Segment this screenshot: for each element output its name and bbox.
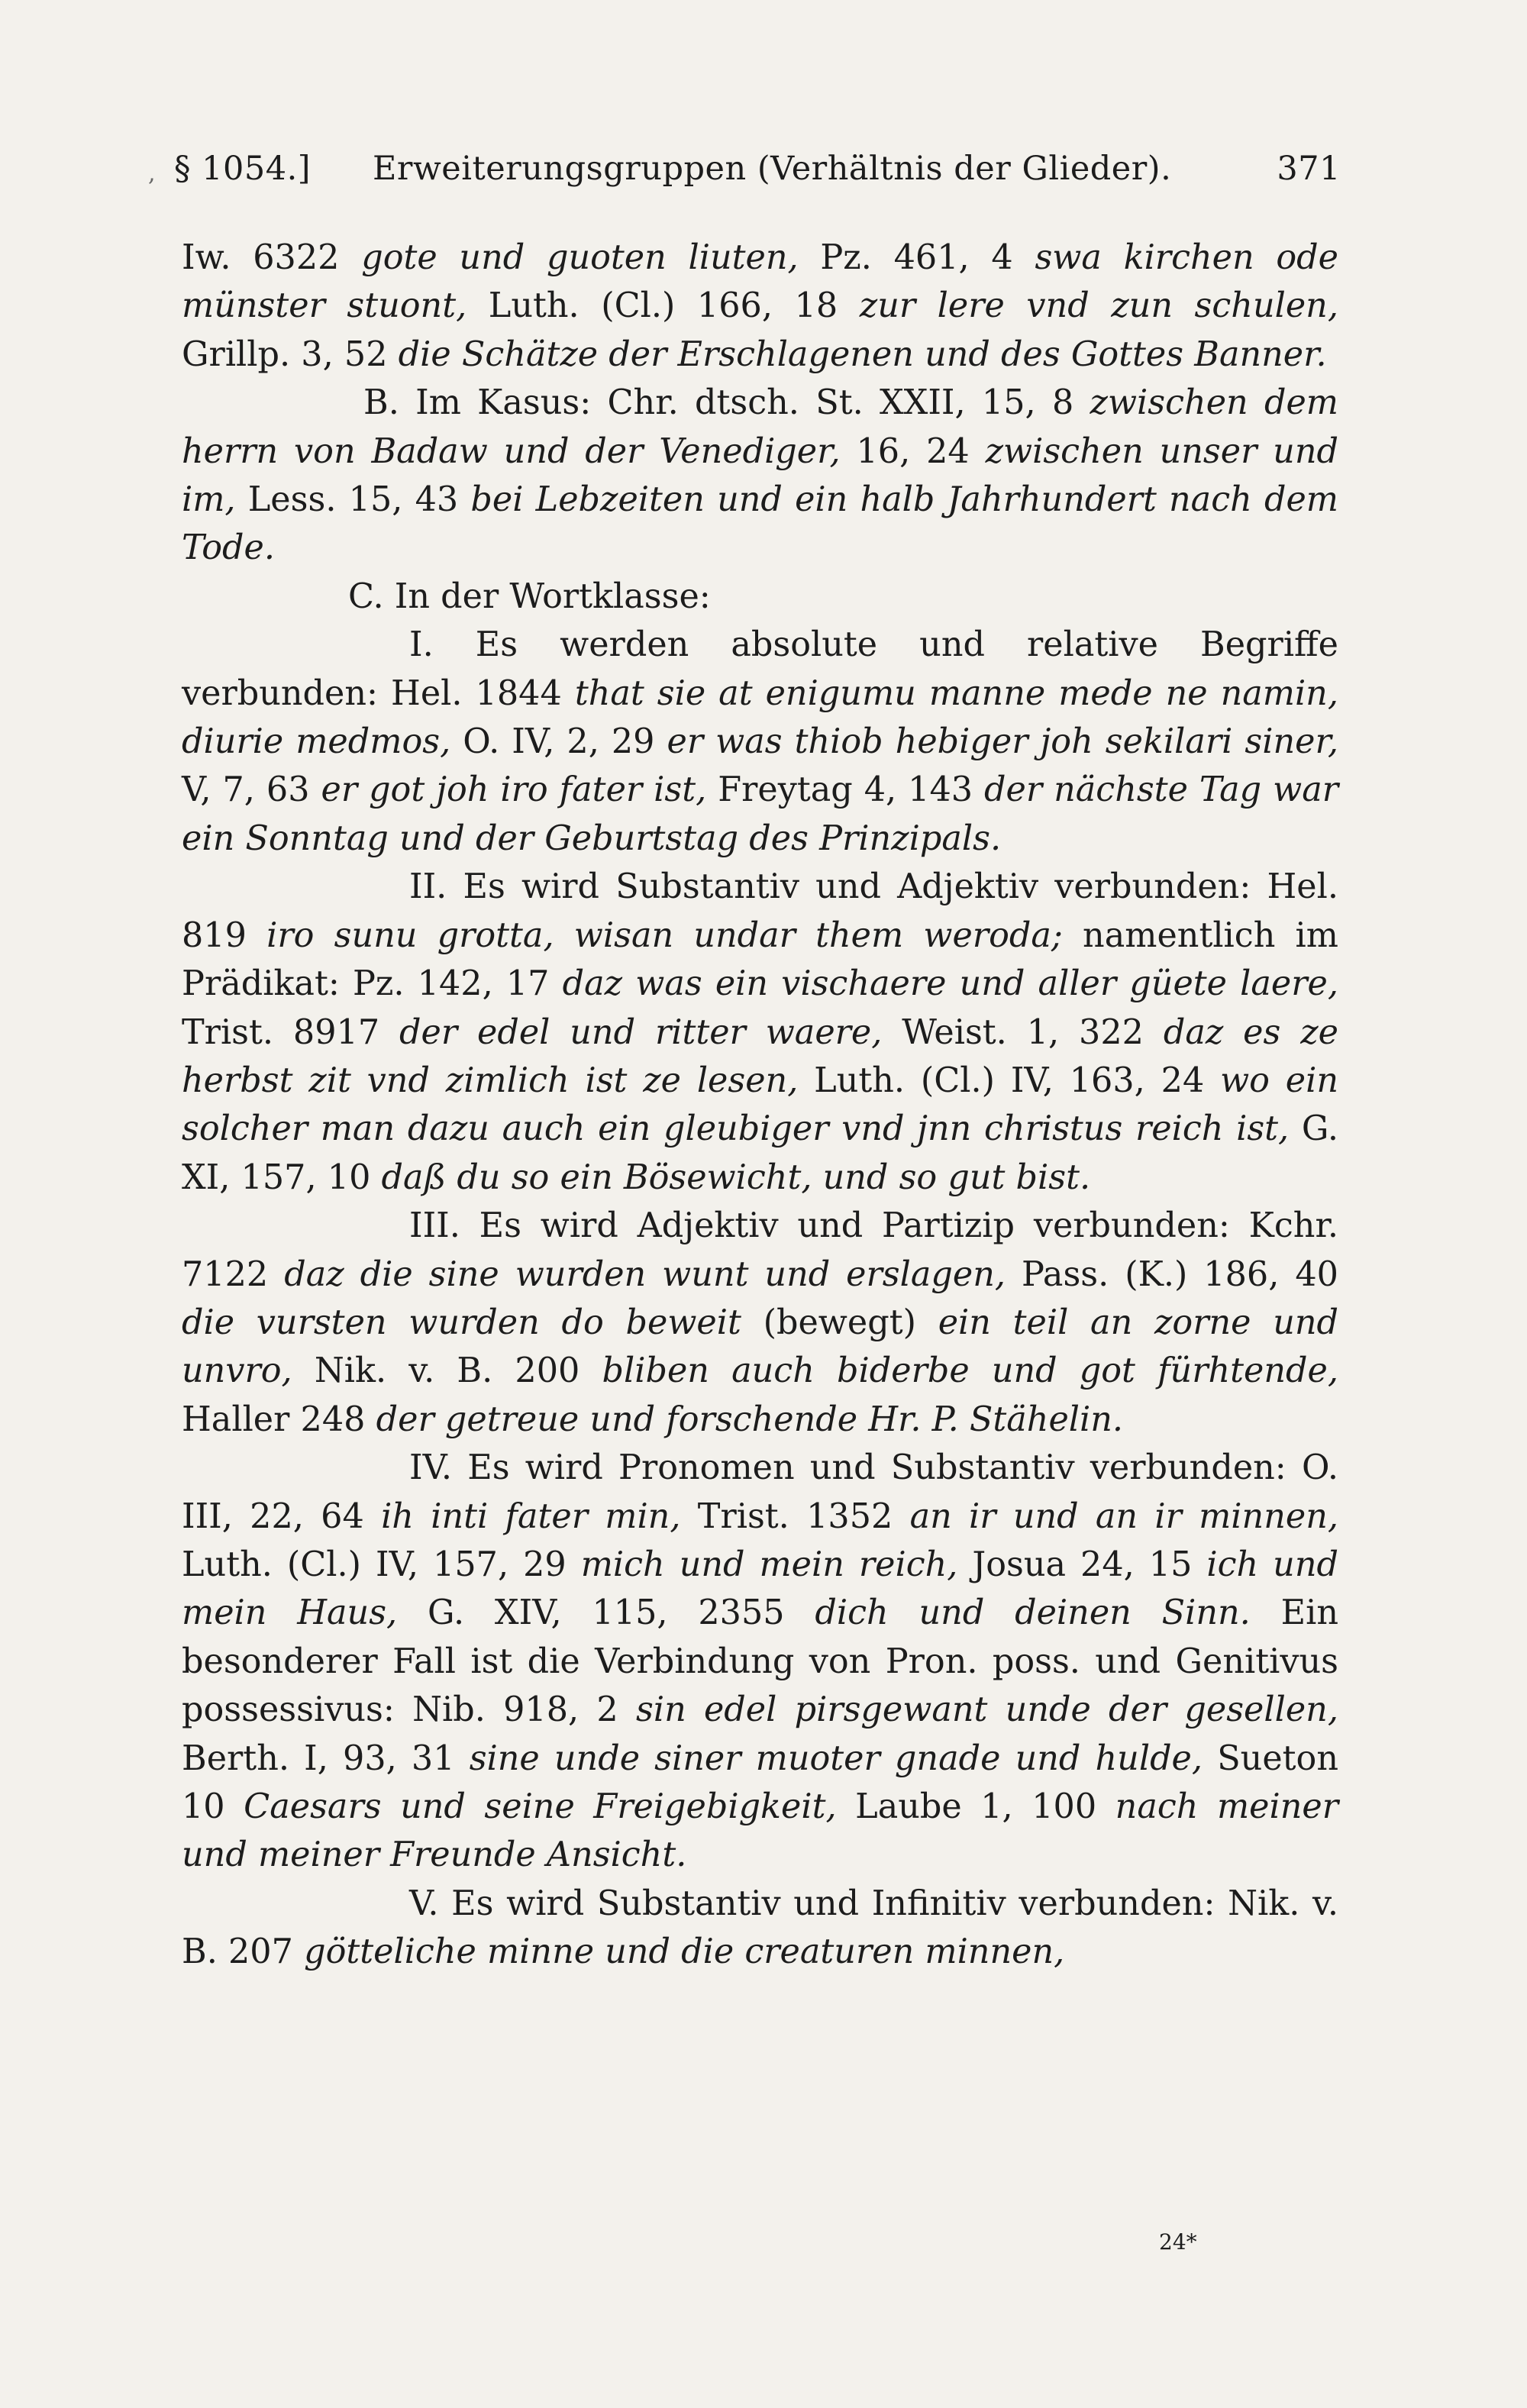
reference-text: Freytag 4, 143	[706, 770, 985, 810]
quoted-example-text: gote und guoten liuten,	[361, 238, 799, 277]
quoted-example-text: er got joh iro fater ist,	[321, 770, 707, 810]
reference-text: O. IV, 2, 29	[450, 722, 667, 762]
reference-text: C. In der Wortklasse:	[348, 576, 711, 616]
reference-text: Ein besonderer Fall ist die Verbindung von Pron. poss. und Genitivus possessivus: Nib. 918, 2	[182, 1593, 1338, 1730]
quoted-example-text: der getreue und forschende Hr. P. Stähelin.	[376, 1399, 1124, 1439]
reference-text: (bewegt)	[741, 1302, 938, 1342]
quoted-example-text: die Schätze der Erschlagenen und des Gottes Banner.	[398, 334, 1327, 374]
quoted-example-text: swa kirchen ode münster stuont,	[182, 238, 1338, 326]
signature-mark: 24*	[1159, 2229, 1197, 2255]
quoted-example-text: die vursten wurden do beweit	[182, 1302, 741, 1342]
reference-text: Iw. 6322	[182, 238, 362, 277]
quoted-example-text: zwischen unser und im,	[182, 431, 1338, 520]
quoted-example-text: bliben auch biderbe und got fürhtende,	[602, 1351, 1338, 1391]
reference-text: Trist. 1352	[680, 1496, 910, 1536]
quoted-example-text: that sie at enigumu manne mede ne namin, diurie medmos,	[182, 673, 1338, 762]
paragraph-iii-adjektiv-partizip	[182, 1202, 1338, 1444]
quoted-example-text: daz die sine wurden wunt und erslagen,	[284, 1254, 1006, 1294]
quoted-example-text: daz es ze herbst zit vnd zimlich ist ze lesen,	[182, 1012, 1338, 1100]
page-number: 371	[1277, 150, 1341, 188]
quoted-example-text: der nächste Tag war ein Sonntag und der Geburtstag des Prinzipals.	[182, 770, 1339, 858]
quoted-example-text: er was thiob hebiger joh sekilari siner,	[667, 722, 1338, 762]
reference-text: namentlich im Prädikat: Pz. 142, 17	[182, 915, 1338, 1004]
reference-text: III. Es wird Adjektiv und Partizip verbunden: Kchr. 7122	[182, 1206, 1338, 1294]
reference-text: IV. Es wird Pronomen und Substantiv verbunden: O. III, 22, 64	[182, 1448, 1338, 1536]
quoted-example-text: wo ein solcher man dazu auch ein gleubiger vnd jnn christus reich ist,	[182, 1060, 1338, 1149]
quoted-example-text: der edel und ritter waere,	[399, 1012, 883, 1052]
reference-text: Pz. 461, 4	[798, 238, 1035, 277]
reference-text: Josua 24, 15	[957, 1545, 1207, 1584]
margin-mark: ,	[148, 160, 157, 187]
section-reference: § 1054.]	[174, 150, 312, 188]
quoted-example-text: zwischen dem herrn von Badaw und der Venediger,	[182, 383, 1338, 471]
paragraph-v-substantiv-infinitiv	[182, 1880, 1338, 1977]
paragraph-b-kasus	[182, 379, 1338, 573]
reference-text: Less. 15, 43	[235, 480, 471, 520]
reference-text: Sueton 10	[182, 1738, 1339, 1826]
quoted-example-text: mich und mein reich,	[580, 1545, 958, 1584]
reference-text: 16, 24	[840, 431, 986, 471]
reference-text: Luth. (Cl.) IV, 157, 29	[182, 1545, 581, 1584]
running-header	[148, 150, 1341, 195]
reference-text: B. Im Kasus: Chr. dtsch. St. XXII, 15, 8	[363, 383, 1090, 423]
quoted-example-text: götteliche minne und die creaturen minnen,	[304, 1932, 1065, 1972]
paragraph-c-wortklasse	[182, 573, 1338, 621]
reference-text: I. Es werden absolute und relative Begriffe verbunden: Hel. 1844	[182, 625, 1338, 713]
reference-text: Berth. I, 93, 31	[182, 1738, 470, 1778]
quoted-example-text: ein teil an zorne und unvro,	[182, 1302, 1338, 1391]
quoted-example-text: an ir und an ir minnen,	[909, 1496, 1338, 1536]
reference-text: G. XI, 157, 10	[182, 1109, 1338, 1197]
reference-text: Luth. (Cl.) IV, 163, 24	[798, 1060, 1221, 1100]
reference-text: Haller 248	[182, 1399, 376, 1439]
quoted-example-text: sin edel pirsgewant unde der gesellen,	[636, 1690, 1338, 1730]
quoted-example-text: bei Lebzeiten und ein halb Jahrhundert nach dem Tode.	[182, 480, 1338, 568]
reference-text: V, 7, 63	[182, 770, 321, 810]
reference-text: Pass. (K.) 186, 40	[1006, 1254, 1338, 1294]
quoted-example-text: daß du so ein Bösewicht, und so gut bist.	[381, 1157, 1091, 1197]
reference-text: V. Es wird Substantiv und Infinitiv verbunden: Nik. v. B. 207	[182, 1883, 1338, 1972]
quoted-example-text: iro sunu grotta, wisan undar them weroda;	[266, 915, 1063, 955]
quoted-example-text: ich und mein Haus,	[182, 1545, 1338, 1633]
reference-text: Trist. 8917	[182, 1012, 400, 1052]
quoted-example-text: zur lere vnd zun schulen,	[859, 286, 1338, 326]
paragraph-a-examples	[182, 234, 1338, 379]
paragraph-ii-substantiv-adjektiv	[182, 863, 1338, 1202]
quoted-example-text: ih inti fater min,	[381, 1496, 681, 1536]
paragraph-iv-pronomen-substantiv	[182, 1444, 1338, 1880]
quoted-example-text: sine unde siner muoter gnade und hulde,	[469, 1738, 1203, 1778]
reference-text: Luth. (Cl.) 166, 18	[466, 286, 860, 326]
quoted-example-text: daz was ein vischaere und aller güete laere,	[562, 964, 1338, 1004]
paragraph-i-absolute-relative	[182, 621, 1338, 863]
quoted-example-text: dich und deinen Sinn.	[815, 1593, 1251, 1633]
reference-text: Nik. v. B. 200	[292, 1351, 602, 1391]
reference-text: Laube 1, 100	[836, 1787, 1115, 1826]
quoted-example-text: Caesars und seine Freigebigkeit,	[244, 1787, 837, 1826]
running-title: Erweiterungsgruppen (Verhältnis der Glieder).	[373, 150, 1172, 188]
reference-text: Weist. 1, 322	[882, 1012, 1164, 1052]
body-text	[182, 234, 1338, 1977]
reference-text: G. XIV, 115, 2355	[397, 1593, 815, 1633]
reference-text: Grillp. 3, 52	[182, 334, 399, 374]
quoted-example-text: nach meiner und meiner Freunde Ansicht.	[182, 1787, 1338, 1875]
reference-text: II. Es wird Substantiv und Adjektiv verbunden: Hel. 819	[182, 867, 1338, 955]
